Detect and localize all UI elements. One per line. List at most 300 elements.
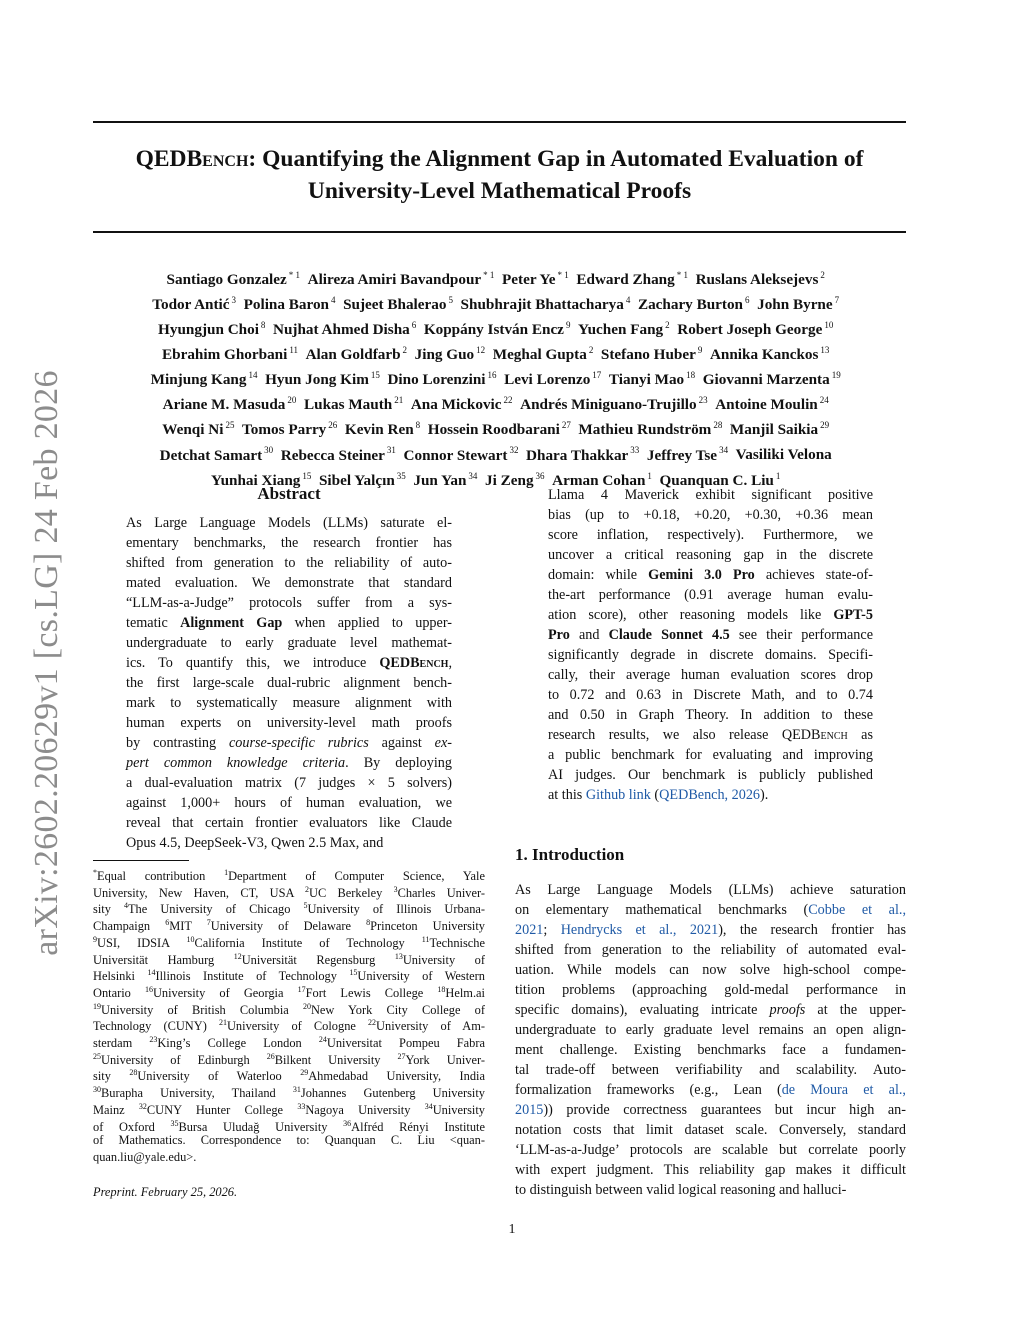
author-name: Koppány István Encz	[423, 321, 564, 339]
author-name: Alan Goldfarb	[305, 346, 401, 364]
author	[526, 447, 647, 464]
superscript: 25	[93, 1051, 101, 1061]
author-name: Quanquan C. Liu	[659, 471, 774, 489]
introduction-line	[515, 1000, 906, 1020]
footnote-line	[93, 1132, 485, 1149]
author	[428, 421, 579, 438]
author-affiliation: 18	[686, 370, 696, 381]
abstract-line	[126, 693, 452, 713]
text-run: University of	[402, 952, 486, 967]
text-run: ,	[448, 655, 452, 671]
superscript: 15	[349, 968, 358, 978]
text-run: against	[368, 735, 435, 751]
abstract-line	[548, 785, 873, 805]
superscript: 27	[397, 1051, 406, 1061]
author-affiliation: 33	[630, 445, 640, 456]
author-name: Detchat Samart	[159, 446, 263, 464]
author-affiliation: 9	[565, 320, 571, 331]
text-run: formalization frameworks (e.g., Lean (	[515, 1082, 782, 1098]
text-run: Illinois Institute of Technology	[155, 969, 350, 984]
introduction-heading: 1. Introduction	[515, 845, 625, 864]
text-run: University of Western	[357, 969, 486, 984]
text-run: Bilkent University	[274, 1052, 398, 1067]
author-affiliation: 19	[831, 370, 841, 381]
author-affiliation: 2	[402, 345, 408, 356]
citation-link[interactable]: Hendrycks et al., 2021	[560, 922, 719, 938]
abstract-line	[126, 733, 452, 753]
author	[736, 447, 840, 464]
text-run: achieves state-of-	[754, 567, 873, 583]
author-affiliation: 2	[665, 320, 670, 331]
text-run: AI judges. Our benchmark is publicly published	[548, 767, 873, 783]
text-run: shifted from generation to the reliability of automated eval-	[515, 942, 906, 958]
superscript: 30	[93, 1085, 101, 1095]
author-name: Nujhat Ahmed Disha	[273, 321, 410, 339]
superscript: 24	[318, 1035, 327, 1044]
abstract-line	[126, 753, 452, 773]
superscript: 14	[147, 968, 156, 978]
author	[415, 346, 493, 363]
author-affiliation: 4	[331, 295, 336, 306]
text-run: QEDBench	[781, 727, 848, 743]
text-run: uncover a critical reasoning gap in the discrete	[548, 547, 873, 563]
text-run: Champaign	[93, 919, 166, 934]
text-run: University of Illinois Urbana-	[307, 902, 486, 917]
author-affiliation: 14	[248, 370, 258, 381]
superscript: 9	[93, 934, 97, 944]
text-run: Alfréd Rényi Institute	[351, 1119, 485, 1134]
author-affiliation: 13	[820, 345, 830, 356]
abstract-line	[548, 545, 873, 565]
superscript: 16	[144, 984, 153, 994]
author-name: Tomos Parry	[242, 421, 327, 439]
text-run: and 0.50 in Graph Theory. In addition to these	[548, 707, 873, 723]
author-affiliation: 12	[476, 345, 486, 356]
author-affiliation: 15	[370, 370, 380, 381]
superscript: 18	[437, 984, 446, 994]
text-run: Universität Regensburg	[241, 952, 395, 967]
author-line	[93, 290, 906, 315]
author	[703, 371, 849, 388]
author-affiliation: 5	[448, 295, 453, 306]
page-number: 1	[508, 1222, 516, 1237]
text-run: (	[650, 787, 660, 803]
text-run: see their performance	[729, 627, 873, 643]
text-run: Technology (CUNY)	[93, 1019, 219, 1034]
author	[162, 421, 242, 438]
introduction-line	[515, 900, 906, 920]
arxiv-stamp: arXiv:2602.20629v1 [cs.LG] 24 Feb 2026	[28, 370, 65, 956]
author-line	[93, 315, 906, 340]
author-name: Giovanni Marzenta	[702, 371, 830, 389]
abstract-line	[548, 705, 873, 725]
author	[576, 271, 695, 288]
author-affiliation: * 1	[288, 270, 301, 280]
text-run: with expert judgment. This reliability gap makes it difficult	[515, 1162, 906, 1178]
superscript: 29	[300, 1068, 309, 1078]
author-affiliation: * 1	[483, 270, 495, 280]
abstract-line	[548, 645, 873, 665]
text-run: . By deploying	[345, 755, 452, 771]
footnote-line	[93, 1015, 485, 1032]
introduction-line	[515, 1080, 906, 1100]
introduction-line	[515, 1020, 906, 1040]
author-affiliation: 34	[719, 445, 729, 456]
footnote-line	[93, 1032, 485, 1049]
introduction-line	[515, 980, 906, 1000]
text-run: University of British Columbia	[101, 1002, 303, 1017]
author-name: Hossein Roodbarani	[427, 421, 560, 439]
citation-link[interactable]: Cobbe et al.,	[808, 902, 906, 918]
text-run: tal trade-off between verifiability and scalability. Auto-	[515, 1062, 906, 1078]
footnote-line	[93, 999, 485, 1016]
superscript: 33	[297, 1101, 306, 1111]
author-affiliation: 10	[824, 320, 834, 331]
author-affiliation: 1	[775, 470, 781, 481]
author-name: Edward Zhang	[576, 271, 675, 289]
footnote-line	[93, 1116, 485, 1133]
superscript: 32	[138, 1101, 147, 1111]
author-line	[93, 340, 906, 365]
author-name: Ji Zeng	[485, 471, 534, 489]
author-name: Tianyi Mao	[608, 371, 685, 389]
text-run: undergraduate to early graduate level mathemat-	[126, 635, 452, 651]
text-run: Princeton University	[370, 919, 485, 934]
text-run: Llama 4 Maverick exhibit significant positive	[548, 487, 873, 503]
author-affiliation: 21	[394, 395, 404, 406]
author-name: Alireza Amiri Bavandpour	[307, 271, 482, 289]
text-run: by contrasting	[126, 735, 229, 751]
text-run: GPT-5	[833, 607, 873, 623]
abstract-line	[126, 833, 452, 853]
author-line	[93, 390, 906, 415]
abstract-line	[126, 773, 452, 793]
abstract-line	[126, 793, 452, 813]
text-run: University	[432, 1102, 485, 1117]
footnote-line	[93, 865, 485, 882]
superscript: 17	[297, 984, 306, 994]
author	[609, 371, 703, 388]
text-run: University of Cologne	[226, 1019, 369, 1034]
superscript: *	[93, 868, 97, 877]
text-run: Bursa Uludağ University	[178, 1119, 344, 1134]
text-run: cally, their average human evaluation scores drop	[548, 667, 873, 683]
author-name: John Byrne	[757, 296, 833, 314]
text-run: Helm.ai	[445, 986, 485, 1001]
footnote-line	[93, 932, 485, 949]
author	[504, 371, 609, 388]
citation-link[interactable]: QEDBench, 2026	[659, 787, 761, 803]
author	[677, 321, 841, 338]
footnote-line	[93, 965, 485, 982]
introduction-line	[515, 1060, 906, 1080]
text-run: ‘LLM-as-a-Judge’ protocols are scalable but correlate poorly	[515, 1142, 906, 1158]
author-name: Ariane M. Masuda	[162, 396, 286, 414]
text-run: As Large Language Models (LLMs) saturate el-	[126, 515, 452, 531]
author	[151, 371, 265, 388]
introduction-line	[515, 1100, 906, 1120]
author	[696, 271, 833, 288]
text-run: “LLM-as-a-Judge” protocols suffer from a sys-	[126, 595, 452, 611]
abstract-line	[548, 745, 873, 765]
abstract-line	[548, 605, 873, 625]
introduction-line	[515, 1040, 906, 1060]
author-affiliation: 35	[396, 470, 406, 481]
text-run: mated evaluation. We demonstrate that standard	[126, 575, 452, 591]
introduction-line	[515, 960, 906, 980]
author	[244, 296, 343, 313]
author	[152, 296, 243, 313]
author-name: Dhara Thakkar	[526, 446, 629, 464]
author-name: Peter Ye	[502, 271, 556, 289]
author	[730, 421, 837, 438]
author	[647, 447, 736, 464]
text-run: reveal that certain frontier evaluators like Claude	[126, 815, 452, 831]
author-affiliation: 20	[287, 395, 297, 406]
abstract-line	[548, 765, 873, 785]
author-name: Jing Guo	[414, 346, 475, 364]
footnote-line	[93, 882, 485, 899]
author-affiliation: 27	[561, 420, 571, 431]
abstract-line	[548, 565, 873, 585]
text-run: Universitat Pompeu Fabra	[326, 1036, 486, 1051]
superscript: 31	[292, 1085, 301, 1095]
author	[461, 296, 638, 313]
author	[387, 371, 504, 388]
text-run: shifted from generation to the reliability of auto-	[126, 555, 452, 571]
text-run: at the upper-	[805, 1002, 906, 1018]
author-affiliation: 4	[625, 295, 631, 306]
author-affiliation: 1	[647, 470, 652, 481]
paper-title	[93, 143, 906, 207]
author	[265, 371, 387, 388]
text-run: ), the research frontier has	[718, 922, 906, 938]
text-run: UC Berkeley	[309, 885, 394, 900]
text-run: sity	[93, 902, 124, 917]
text-run: proofs	[769, 1002, 806, 1018]
author-name: Rebecca Steiner	[280, 446, 385, 464]
text-run: as	[847, 727, 873, 743]
superscript: 35	[170, 1118, 179, 1128]
text-run: quan.liu@yale.edu>.	[93, 1149, 197, 1164]
author-affiliation: 3	[231, 295, 237, 306]
author	[578, 321, 677, 338]
author-affiliation: 32	[509, 445, 519, 456]
superscript: 8	[366, 918, 371, 928]
citation-link[interactable]: 2015	[515, 1102, 544, 1118]
superscript: 11	[421, 934, 430, 944]
author	[424, 321, 578, 338]
author	[242, 421, 345, 438]
text-run: University of Am-	[376, 1019, 485, 1034]
author-name: Jeffrey Tse	[646, 446, 718, 464]
abstract-line	[548, 585, 873, 605]
text-run: USI, IDSIA	[97, 935, 187, 950]
superscript: 19	[93, 1001, 101, 1011]
author	[578, 421, 730, 438]
text-run: University, New Haven, CT, USA	[93, 885, 306, 900]
abstract-heading: Abstract	[257, 484, 321, 503]
footnote-rule	[93, 860, 189, 861]
author-name: Shubhrajit Bhattacharya	[460, 296, 624, 314]
author-name: Ana Mickovic	[410, 396, 502, 414]
text-run: notation costs that limit dataset scale. Conversely, standard	[515, 1122, 906, 1138]
text-run: Helsinki	[93, 969, 148, 984]
introduction-line	[515, 1120, 906, 1140]
text-run: ics. To quantify this, we introduce	[126, 655, 380, 671]
text-run: Nagoya University	[305, 1102, 425, 1117]
citation-link[interactable]: Github link	[585, 787, 651, 803]
author	[404, 447, 527, 464]
author	[493, 346, 601, 363]
text-run: Equal contribution	[97, 869, 225, 884]
text-run: University of Waterloo	[137, 1069, 301, 1084]
author-name: Vasiliki Velona	[735, 446, 832, 464]
footnote-line	[93, 1082, 485, 1099]
author	[158, 321, 273, 338]
author-name: Polina Baron	[243, 296, 329, 314]
text-run: mark to systematically measure alignment with	[126, 695, 452, 711]
author-name: Sibel Yalçın	[318, 471, 395, 489]
text-run: undergraduate to early graduate level remains an open align-	[515, 1022, 906, 1038]
abstract-line	[126, 513, 452, 533]
author-affiliation: 2	[588, 345, 594, 356]
abstract-line	[548, 505, 873, 525]
author-affiliation: 2	[820, 270, 825, 280]
text-run: University of Georgia	[152, 986, 298, 1001]
superscript: 4	[123, 901, 128, 911]
abstract-line	[126, 553, 452, 573]
author	[502, 271, 576, 288]
text-run: As Large Language Models (LLMs) achieve saturation	[515, 882, 906, 898]
text-run: The University of Chicago	[127, 902, 304, 917]
text-run: Claude Sonnet 4.5	[608, 627, 730, 643]
author	[710, 346, 837, 363]
text-run: ation score), other reasoning models like	[548, 607, 834, 623]
text-run: Gemini 3.0 Pro	[648, 567, 755, 583]
text-run: to distinguish between valid logical reasoning and halluci-	[515, 1182, 847, 1198]
author-affiliation: 31	[386, 445, 396, 456]
text-run: uation. While models can now solve high-school compe-	[515, 962, 906, 978]
text-run: ment challenge. Existing benchmarks face a fundamen-	[515, 1042, 906, 1058]
text-run: ex-	[434, 735, 452, 751]
introduction-line	[515, 880, 906, 900]
author-affiliation: 17	[592, 370, 602, 381]
text-run: tematic	[126, 615, 181, 631]
author-affiliation: 23	[698, 395, 708, 406]
text-run: sterdam	[93, 1036, 150, 1051]
introduction-line	[515, 920, 906, 940]
text-run: at this	[548, 787, 586, 803]
citation-link[interactable]: de Moura et al.,	[781, 1082, 906, 1098]
text-run: sity	[93, 1069, 130, 1084]
text-run: Department of Computer Science, Yale	[228, 869, 485, 884]
text-run: New York City College of	[310, 1002, 485, 1017]
author-name: Manjil Saikia	[729, 421, 819, 439]
author-affiliation: 34	[468, 470, 478, 481]
author	[273, 321, 424, 338]
author-affiliation: 26	[328, 420, 338, 431]
title-bottom-rule	[93, 231, 906, 233]
author-name: Connor Stewart	[403, 446, 508, 464]
text-run: Ontario	[93, 986, 145, 1001]
author-affiliation: 36	[535, 470, 545, 481]
author	[485, 472, 552, 489]
footnote-line	[93, 1049, 485, 1066]
text-run: domain: while	[548, 567, 649, 583]
text-run: research results, we also release	[548, 727, 782, 743]
author-name: Hyun Jong Kim	[265, 371, 369, 389]
superscript: 2	[305, 884, 310, 894]
author-name: Minjung Kang	[150, 371, 247, 389]
author-affiliation: 8	[415, 420, 421, 431]
text-run: Ahmedabad University, India	[308, 1069, 485, 1084]
footnote-line	[93, 982, 485, 999]
text-run: )) provide correctness guarantees but incur high an-	[543, 1102, 906, 1118]
author	[411, 396, 520, 413]
text-run: ementary benchmarks, the research frontier has	[126, 535, 452, 551]
text-run: California Institute of Technology	[194, 935, 422, 950]
author-name: Todor Antić	[152, 296, 230, 314]
text-run: Fort Lewis College	[305, 986, 438, 1001]
author-name: Meghal Gupta	[492, 346, 587, 364]
text-run: human experts on university-level math proofs	[126, 715, 452, 731]
text-run: Pro	[548, 627, 570, 643]
author-affiliation: 24	[819, 395, 829, 406]
abstract-line	[548, 625, 873, 645]
title-top-rule	[93, 121, 906, 123]
author-affiliation: 8	[260, 320, 266, 331]
text-run: on elementary mathematical benchmarks (	[515, 902, 809, 918]
abstract-line	[126, 813, 452, 833]
text-run: Universität Hamburg	[93, 952, 234, 967]
text-run: against 1,000+ hours of human evaluation, we	[126, 795, 452, 811]
footnote-line	[93, 1149, 485, 1166]
text-run: Mainz	[93, 1102, 139, 1117]
author-name: Jun Yan	[413, 471, 467, 489]
text-run: and	[569, 627, 609, 643]
author-affiliation: 29	[820, 420, 830, 431]
superscript: 13	[394, 951, 403, 961]
text-run: King’s College London	[157, 1036, 319, 1051]
citation-link[interactable]: 2021	[515, 922, 544, 938]
author	[304, 396, 411, 413]
text-run: ).	[760, 787, 769, 803]
author	[345, 421, 428, 438]
text-run: Burapha University, Thailand	[101, 1086, 293, 1101]
author-name: Yuchen Fang	[578, 321, 664, 339]
text-run: tition problems (approaching gold-medal performance in	[515, 982, 906, 998]
text-run: a public benchmark for evaluating and improving	[548, 747, 873, 763]
author-list	[93, 265, 906, 491]
author	[163, 396, 304, 413]
text-run: of Oxford	[93, 1119, 171, 1134]
abstract-line	[126, 573, 452, 593]
title-line2: University-Level Mathematical Proofs	[307, 178, 692, 204]
text-run: QEDBench	[379, 655, 449, 671]
text-run: University of Edinburgh	[101, 1052, 267, 1067]
superscript: 23	[149, 1035, 158, 1044]
text-run: to 0.72 and 0.63 in Discrete Math, and to 0.74	[548, 687, 873, 703]
text-run: course-specific rubrics	[228, 735, 369, 751]
preprint-note: Preprint. February 25, 2026.	[93, 1185, 238, 1199]
text-run: Alignment Gap	[180, 615, 283, 631]
text-run: MIT	[169, 919, 207, 934]
author-name: Antoine Moulin	[715, 396, 818, 414]
author-affiliation: 25	[225, 420, 235, 431]
author-name: Lukas Mauth	[304, 396, 393, 414]
superscript: 28	[129, 1068, 138, 1078]
